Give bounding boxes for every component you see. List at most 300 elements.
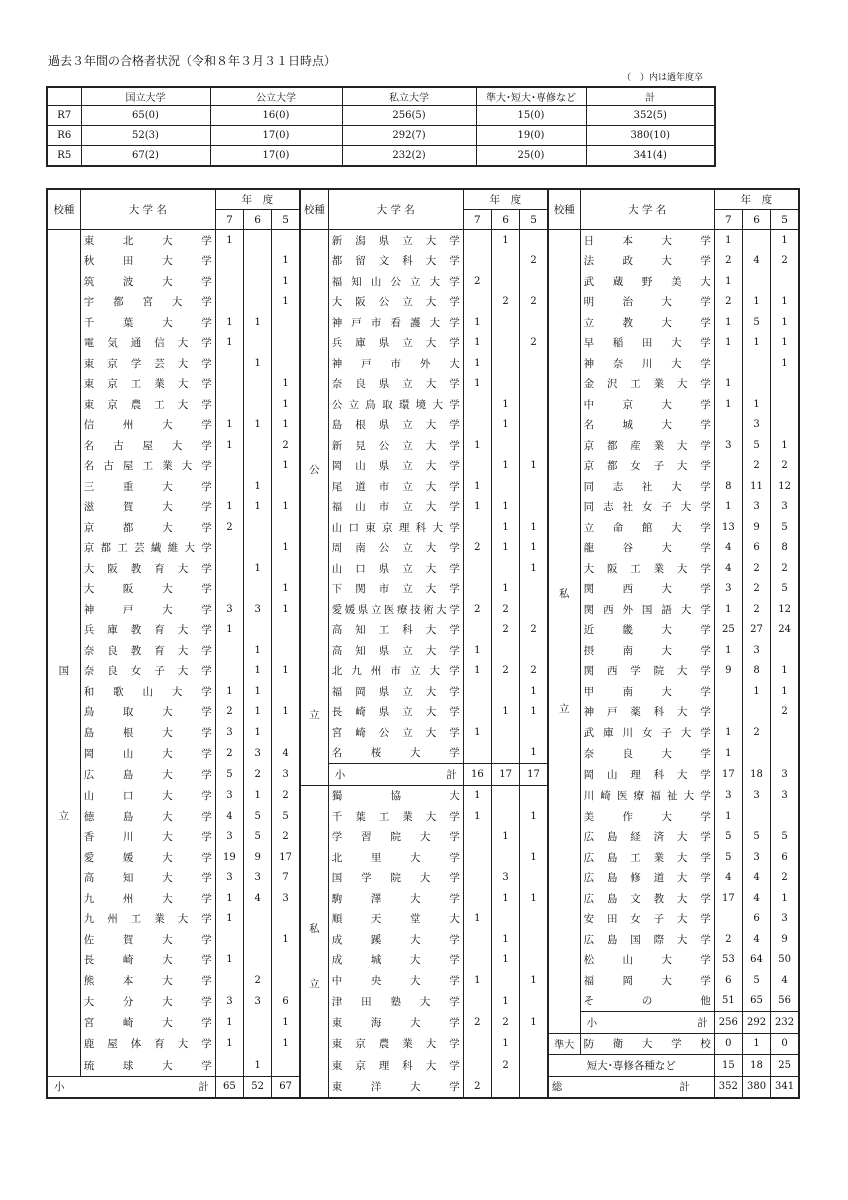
university-name: 九州工業大学 bbox=[83, 913, 212, 926]
university-name: 東京理科大学 bbox=[331, 1059, 460, 1072]
year-count-cell bbox=[244, 538, 272, 559]
year-count-cell: 5 bbox=[215, 764, 243, 786]
year-count-cell: 1 bbox=[714, 722, 742, 743]
summary-value-cell: 65(0) bbox=[81, 106, 210, 126]
year-count-cell: 4 bbox=[714, 558, 742, 579]
year-count-cell bbox=[244, 456, 272, 477]
university-name: 鳥取大学 bbox=[83, 706, 212, 719]
table-row bbox=[47, 353, 799, 374]
year-count-cell: 1 bbox=[215, 909, 243, 930]
university-name-cell bbox=[580, 929, 714, 950]
university-name: 法政大学 bbox=[583, 255, 711, 268]
year-count-cell: 1 bbox=[244, 312, 272, 333]
university-name-cell bbox=[80, 1033, 215, 1055]
year-count-cell: 64 bbox=[742, 950, 770, 971]
year-count-cell bbox=[491, 271, 519, 292]
year-count-cell bbox=[463, 394, 491, 415]
year-count-cell: 12 bbox=[771, 599, 799, 620]
university-name: 東京工業大学 bbox=[83, 378, 212, 391]
year-count-cell: 6 bbox=[742, 909, 770, 930]
year-count-cell bbox=[244, 374, 272, 395]
year-count-cell bbox=[215, 374, 243, 395]
year-count-cell bbox=[520, 722, 548, 743]
year-count-cell bbox=[771, 806, 799, 827]
table-row bbox=[47, 312, 799, 333]
university-name-cell bbox=[580, 661, 714, 682]
year-count-cell: 1 bbox=[491, 929, 519, 950]
year-count-cell bbox=[272, 1055, 300, 1077]
year-count-cell: 2 bbox=[714, 251, 742, 272]
year-count-cell: 1 bbox=[520, 743, 548, 764]
year-count-cell bbox=[491, 640, 519, 661]
university-name: 松山大学 bbox=[583, 954, 711, 967]
main-header-row bbox=[47, 189, 799, 210]
university-name: 奈良女子大学 bbox=[83, 665, 212, 678]
university-name-cell bbox=[80, 743, 215, 764]
year-count-cell: 2 bbox=[520, 620, 548, 641]
year-count-cell bbox=[272, 970, 300, 991]
university-name: 島根大学 bbox=[83, 726, 212, 739]
year-count-cell: 2 bbox=[742, 558, 770, 579]
university-name: 成蹊大学 bbox=[331, 933, 460, 946]
year-count-cell: 1 bbox=[463, 353, 491, 374]
year-count-cell bbox=[215, 538, 243, 559]
university-name: 三重大学 bbox=[83, 480, 212, 493]
university-name-cell bbox=[328, 702, 463, 723]
year-count-cell: 8 bbox=[742, 661, 770, 682]
year-count-cell bbox=[520, 394, 548, 415]
year-count-cell: 1 bbox=[491, 950, 519, 971]
year-count-cell: 2 bbox=[272, 785, 300, 806]
year-count-cell bbox=[244, 579, 272, 600]
year-count-cell: 1 bbox=[742, 681, 770, 702]
university-name-cell bbox=[80, 230, 215, 251]
year-count-cell: 1 bbox=[714, 333, 742, 354]
year-count-cell: 1 bbox=[272, 415, 300, 436]
table-row bbox=[47, 743, 799, 764]
year-count-cell: 7 bbox=[272, 868, 300, 889]
year-count-cell bbox=[771, 640, 799, 661]
year-count-cell bbox=[463, 929, 491, 950]
university-name-cell bbox=[80, 806, 215, 827]
university-name: 公立鳥取環境大学 bbox=[331, 398, 460, 411]
year-count-cell: 1 bbox=[491, 394, 519, 415]
university-name: 津田塾大学 bbox=[331, 995, 460, 1008]
university-name: 岡山県立大学 bbox=[331, 460, 460, 473]
year-count-cell: 1 bbox=[491, 230, 519, 251]
university-name-cell bbox=[580, 1033, 714, 1055]
year-count-cell bbox=[463, 230, 491, 251]
year-count-cell bbox=[491, 374, 519, 395]
university-name-cell bbox=[580, 785, 714, 806]
year-count-cell: 1 bbox=[463, 640, 491, 661]
year-count-cell bbox=[244, 620, 272, 641]
university-name: 東京農工大学 bbox=[83, 398, 212, 411]
university-name-cell bbox=[328, 517, 463, 538]
summary-value-cell: 256(5) bbox=[342, 106, 476, 126]
year-count-cell bbox=[272, 681, 300, 702]
year-count-cell bbox=[714, 353, 742, 374]
year-5-header: 5 bbox=[272, 210, 300, 230]
university-name-cell bbox=[580, 764, 714, 786]
year-count-cell: 1 bbox=[272, 579, 300, 600]
university-name-cell bbox=[580, 806, 714, 827]
university-name: 武庫川女子大学 bbox=[583, 726, 711, 739]
year-count-cell: 13 bbox=[714, 517, 742, 538]
subtotal-label: 小 bbox=[586, 1016, 598, 1029]
year-count-cell: 17 bbox=[714, 764, 742, 786]
year-count-cell: 24 bbox=[771, 620, 799, 641]
year-count-cell bbox=[520, 909, 548, 930]
summary-table bbox=[46, 86, 716, 167]
university-name-cell bbox=[580, 476, 714, 497]
university-name-cell bbox=[580, 599, 714, 620]
university-name-cell bbox=[80, 476, 215, 497]
university-name: 宇都宮大学 bbox=[83, 296, 212, 309]
year-count-cell bbox=[272, 620, 300, 641]
summary-value-cell: 341(4) bbox=[586, 146, 715, 167]
year-count-cell: 2 bbox=[520, 333, 548, 354]
year-count-cell: 1 bbox=[742, 394, 770, 415]
year-count-cell: 3 bbox=[215, 722, 243, 743]
university-name-cell bbox=[328, 599, 463, 620]
year-count-cell bbox=[215, 661, 243, 682]
year-count-cell: 2 bbox=[244, 970, 272, 991]
university-name-cell bbox=[580, 991, 714, 1012]
table-row bbox=[47, 394, 799, 415]
university-name-cell bbox=[328, 888, 463, 909]
grand-total-label-cell bbox=[548, 1076, 714, 1098]
year-count-cell: 1 bbox=[215, 620, 243, 641]
school-type-label: 国 bbox=[58, 664, 70, 677]
university-name-cell bbox=[580, 333, 714, 354]
year-count-cell bbox=[272, 476, 300, 497]
university-name: 早稲田大学 bbox=[583, 337, 711, 350]
table-row bbox=[47, 579, 799, 600]
university-name: その他 bbox=[583, 995, 711, 1008]
year-count-cell: 1 bbox=[714, 312, 742, 333]
university-name-cell bbox=[80, 312, 215, 333]
summary-value-cell: 352(5) bbox=[586, 106, 715, 126]
university-name: 近畿大学 bbox=[583, 624, 711, 637]
school-type-label: 私 bbox=[559, 588, 570, 601]
university-name: 岡山理科大学 bbox=[583, 768, 711, 781]
university-name-cell bbox=[80, 827, 215, 848]
university-name: 宮崎公立大学 bbox=[331, 726, 460, 739]
year-7-header: 7 bbox=[714, 210, 742, 230]
year-count-cell bbox=[714, 702, 742, 723]
year-count-cell: 5 bbox=[771, 827, 799, 848]
year-count-cell bbox=[244, 251, 272, 272]
university-name-cell bbox=[80, 909, 215, 930]
year-count-cell bbox=[491, 722, 519, 743]
year-count-cell: 1 bbox=[215, 888, 243, 909]
university-name: 宮崎大学 bbox=[83, 1016, 212, 1029]
summary-header-cell: 国立大学 bbox=[81, 87, 210, 106]
summary-header-row bbox=[47, 87, 715, 106]
university-name-cell bbox=[328, 558, 463, 579]
university-name: 和歌山大学 bbox=[83, 685, 212, 698]
year-count-cell: 3 bbox=[244, 991, 272, 1012]
year-count-cell: 5 bbox=[771, 517, 799, 538]
summary-value-cell: 17(0) bbox=[210, 126, 342, 146]
university-name-cell bbox=[328, 722, 463, 743]
year-count-cell: 15 bbox=[714, 1055, 742, 1077]
year-count-cell: 0 bbox=[771, 1033, 799, 1055]
year-count-cell: 3 bbox=[244, 743, 272, 764]
year-count-cell: 9 bbox=[742, 517, 770, 538]
university-name-cell bbox=[80, 456, 215, 477]
year-count-cell: 25 bbox=[714, 620, 742, 641]
year-count-cell: 2 bbox=[771, 456, 799, 477]
university-name: 広島文教大学 bbox=[583, 892, 711, 905]
year-count-cell bbox=[463, 456, 491, 477]
year-count-cell bbox=[520, 785, 548, 806]
year-count-cell: 2 bbox=[742, 579, 770, 600]
year-count-cell bbox=[520, 827, 548, 848]
university-name-cell bbox=[80, 353, 215, 374]
year-count-cell: 50 bbox=[771, 950, 799, 971]
year-count-cell: 1 bbox=[215, 230, 243, 251]
year-count-cell: 3 bbox=[215, 827, 243, 848]
university-name: 神戸大学 bbox=[83, 603, 212, 616]
year-count-cell bbox=[463, 517, 491, 538]
year-count-cell: 17 bbox=[714, 888, 742, 909]
year-count-cell: 352 bbox=[714, 1076, 742, 1098]
summary-value-cell: 25(0) bbox=[476, 146, 586, 167]
university-name: 大阪大学 bbox=[83, 583, 212, 596]
year-count-cell: 5 bbox=[742, 827, 770, 848]
year-count-cell: 9 bbox=[714, 661, 742, 682]
university-name-cell bbox=[580, 312, 714, 333]
year-count-cell: 4 bbox=[742, 888, 770, 909]
year-count-cell: 17 bbox=[491, 764, 519, 786]
university-name: 明治大学 bbox=[583, 296, 711, 309]
year-count-cell: 2 bbox=[491, 292, 519, 313]
year-6-header: 6 bbox=[244, 210, 272, 230]
year-count-cell bbox=[244, 435, 272, 456]
year-count-cell: 2 bbox=[742, 599, 770, 620]
year-count-cell bbox=[491, 251, 519, 272]
university-name: 大阪公立大学 bbox=[331, 296, 460, 309]
year-count-cell: 1 bbox=[272, 702, 300, 723]
year-count-cell: 2 bbox=[463, 271, 491, 292]
university-name-cell bbox=[80, 1055, 215, 1077]
year-count-cell: 1 bbox=[714, 394, 742, 415]
university-name: 筑波大学 bbox=[83, 275, 212, 288]
university-name: 徳島大学 bbox=[83, 810, 212, 823]
school-type-cell bbox=[548, 230, 580, 1034]
year-count-cell: 1 bbox=[463, 497, 491, 518]
university-name-cell bbox=[328, 847, 463, 868]
year-count-cell: 2 bbox=[491, 620, 519, 641]
year-count-cell bbox=[463, 1033, 491, 1055]
year-count-cell: 1 bbox=[244, 497, 272, 518]
year-count-cell bbox=[520, 991, 548, 1012]
university-name: 兵庫県立大学 bbox=[331, 337, 460, 350]
university-name: 鹿屋体育大学 bbox=[83, 1038, 212, 1051]
year-count-cell: 1 bbox=[244, 353, 272, 374]
year-count-cell: 8 bbox=[714, 476, 742, 497]
subtotal-label: 小 bbox=[334, 768, 346, 781]
year-count-cell: 6 bbox=[771, 847, 799, 868]
university-name: 京都大学 bbox=[83, 521, 212, 534]
university-name: 愛媛県立医療技術大学 bbox=[331, 603, 460, 616]
year-count-cell bbox=[771, 271, 799, 292]
year-count-cell: 1 bbox=[491, 579, 519, 600]
year-count-cell: 2 bbox=[215, 743, 243, 764]
table-row bbox=[47, 868, 799, 889]
year-count-cell: 1 bbox=[463, 909, 491, 930]
university-name: 日本大学 bbox=[583, 234, 711, 247]
university-name: 大分大学 bbox=[83, 995, 212, 1008]
university-name: 川崎医療福祉大学 bbox=[583, 790, 711, 802]
university-name-cell bbox=[328, 1076, 463, 1098]
university-name-cell bbox=[580, 620, 714, 641]
year-count-cell: 4 bbox=[714, 868, 742, 889]
year-count-cell bbox=[463, 702, 491, 723]
table-row bbox=[47, 558, 799, 579]
university-name-cell bbox=[580, 415, 714, 436]
year-count-cell: 1 bbox=[244, 1055, 272, 1077]
university-name-cell bbox=[580, 558, 714, 579]
university-name-cell bbox=[580, 292, 714, 313]
university-name: 京都産業大学 bbox=[583, 439, 711, 452]
university-name-cell bbox=[80, 333, 215, 354]
year-count-cell bbox=[491, 909, 519, 930]
university-name: 岡山大学 bbox=[83, 747, 212, 760]
year-count-cell: 67 bbox=[272, 1076, 300, 1098]
university-name-cell bbox=[328, 394, 463, 415]
university-name: 摂南大学 bbox=[583, 644, 711, 657]
year-count-cell bbox=[244, 950, 272, 971]
school-type-cell bbox=[300, 785, 328, 1098]
year-count-cell bbox=[215, 271, 243, 292]
year-6-header: 6 bbox=[742, 210, 770, 230]
university-name-cell bbox=[328, 640, 463, 661]
year-count-cell: 1 bbox=[244, 722, 272, 743]
year-count-cell: 3 bbox=[215, 991, 243, 1012]
year-count-cell: 1 bbox=[491, 888, 519, 909]
university-name-cell bbox=[80, 435, 215, 456]
year-count-cell: 1 bbox=[520, 847, 548, 868]
table-row bbox=[47, 374, 799, 395]
year-count-cell: 3 bbox=[771, 909, 799, 930]
university-name: 武蔵野美大 bbox=[583, 275, 711, 288]
university-name: 高知県立大学 bbox=[331, 644, 460, 657]
university-name: 福知山公立大学 bbox=[331, 275, 460, 288]
year-count-cell: 1 bbox=[463, 333, 491, 354]
table-row bbox=[47, 620, 799, 641]
university-name: 東京学芸大学 bbox=[83, 357, 212, 370]
table-row bbox=[47, 415, 799, 436]
table-row bbox=[47, 785, 799, 806]
university-name: 大阪工業大学 bbox=[583, 562, 711, 575]
year-count-cell bbox=[491, 353, 519, 374]
year-count-cell bbox=[463, 415, 491, 436]
university-name: 神奈川大学 bbox=[583, 357, 711, 370]
main-results-table bbox=[46, 188, 800, 1099]
year-count-cell bbox=[244, 1033, 272, 1055]
year-count-cell: 3 bbox=[742, 497, 770, 518]
year-count-cell: 1 bbox=[771, 230, 799, 251]
year-count-cell bbox=[491, 435, 519, 456]
university-name: 福岡県立大学 bbox=[331, 685, 460, 698]
university-name: 琉球大学 bbox=[83, 1059, 212, 1072]
year-count-cell: 1 bbox=[520, 517, 548, 538]
year-count-cell: 1 bbox=[491, 517, 519, 538]
year-count-cell: 1 bbox=[244, 476, 272, 497]
year-count-cell: 4 bbox=[742, 251, 770, 272]
summary-header-cell: 計 bbox=[586, 87, 715, 106]
year-count-cell bbox=[272, 722, 300, 743]
year-count-cell bbox=[463, 950, 491, 971]
year-count-cell: 1 bbox=[771, 435, 799, 456]
year-count-cell bbox=[244, 517, 272, 538]
year-count-cell: 5 bbox=[272, 806, 300, 827]
university-name-cell bbox=[580, 538, 714, 559]
university-name-cell bbox=[80, 620, 215, 641]
year-count-cell: 17 bbox=[272, 847, 300, 868]
year-count-cell bbox=[742, 743, 770, 764]
year-count-cell: 1 bbox=[272, 1033, 300, 1055]
year-6-header: 6 bbox=[491, 210, 519, 230]
year-count-cell bbox=[272, 909, 300, 930]
university-name: 都留文科大学 bbox=[331, 255, 460, 268]
university-name-cell bbox=[580, 909, 714, 930]
year-count-cell bbox=[714, 681, 742, 702]
university-name: 信州大学 bbox=[83, 419, 212, 432]
past-year-note: （ ）内は過年度卒 bbox=[622, 73, 704, 83]
year-count-cell: 1 bbox=[771, 353, 799, 374]
year-count-cell: 1 bbox=[215, 312, 243, 333]
school-type-label: 公 bbox=[309, 464, 320, 477]
table-row bbox=[47, 599, 799, 620]
year-count-cell: 1 bbox=[463, 312, 491, 333]
year-count-cell: 1 bbox=[244, 785, 272, 806]
subtotal-label-end: 計 bbox=[697, 1016, 708, 1029]
year-count-cell bbox=[244, 909, 272, 930]
year-count-cell: 1 bbox=[491, 538, 519, 559]
university-name-cell bbox=[80, 292, 215, 313]
year-count-cell bbox=[520, 1055, 548, 1077]
university-name: 東北大学 bbox=[83, 234, 212, 247]
university-name-cell bbox=[80, 374, 215, 395]
year-count-cell: 2 bbox=[491, 661, 519, 682]
year-count-cell: 1 bbox=[244, 681, 272, 702]
summary-header-cell: 私立大学 bbox=[342, 87, 476, 106]
year-count-cell: 1 bbox=[520, 702, 548, 723]
university-name-cell bbox=[328, 1055, 463, 1077]
year-count-cell bbox=[215, 558, 243, 579]
table-row bbox=[47, 764, 799, 786]
year-count-cell bbox=[520, 640, 548, 661]
year-count-cell: 1 bbox=[215, 1012, 243, 1034]
year-count-cell: 4 bbox=[244, 888, 272, 909]
year-count-cell: 1 bbox=[771, 661, 799, 682]
year-count-cell: 3 bbox=[742, 785, 770, 806]
year-count-cell: 1 bbox=[215, 950, 243, 971]
university-name-cell bbox=[80, 538, 215, 559]
year-count-cell: 3 bbox=[714, 579, 742, 600]
year-count-cell: 1 bbox=[463, 722, 491, 743]
table-row bbox=[47, 1012, 799, 1034]
year-count-cell: 1 bbox=[463, 785, 491, 806]
university-name-cell bbox=[80, 599, 215, 620]
table-row bbox=[47, 702, 799, 723]
university-name-cell bbox=[580, 970, 714, 991]
table-row bbox=[47, 271, 799, 292]
